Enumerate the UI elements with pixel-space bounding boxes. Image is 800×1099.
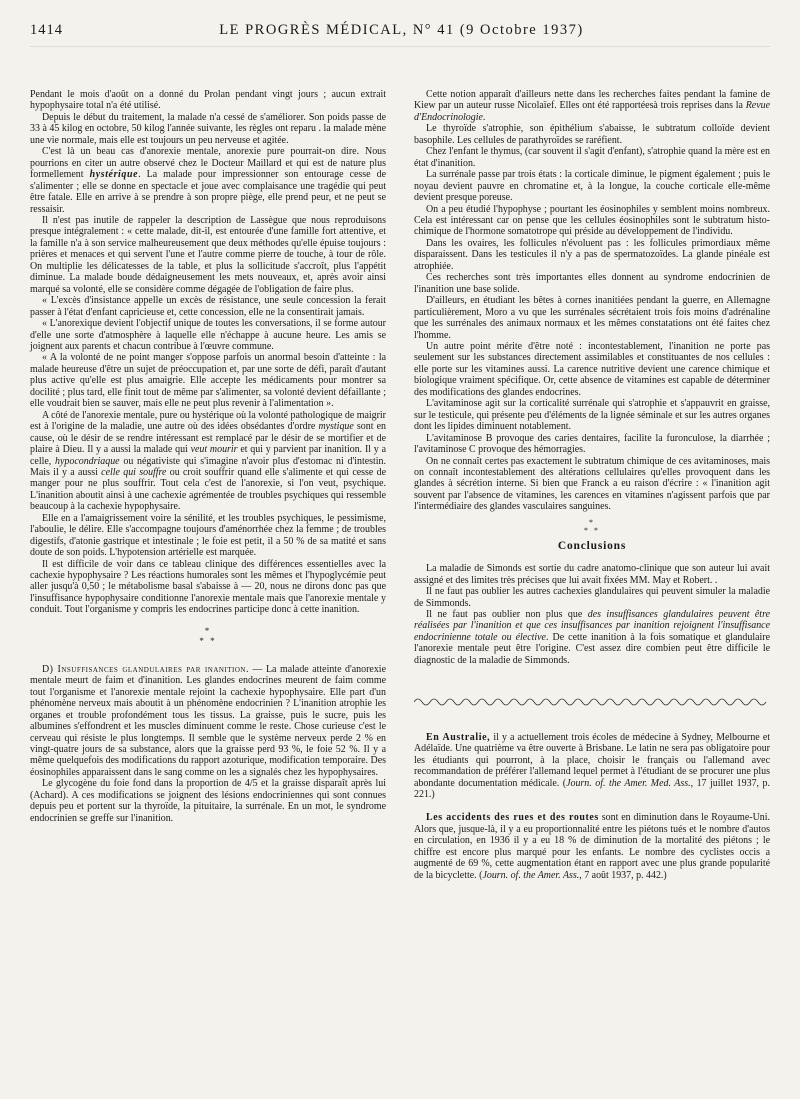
emphasis: veut mourir [190, 444, 238, 456]
paragraph: D'ailleurs, en étudiant les bêtes à cornes inanitiées pendant la guerre, en Allemagne particulièrement, Moro a vu que les surrénales sécrétaient trois fois moins d'adrénaline que les surrénales des animaux normaux et les mêmes constatations ont été faites chez l'homme. [414, 295, 770, 341]
paragraph: L'avitaminose agit sur la corticalité surrénale qui s'atrophie et s'appauvrit en graisse, sur le testicule, qui présente peu d'éléments de la lignée séminale et sur les autres organes dont les lipides diminuent notablement. [414, 398, 770, 433]
paragraph: Dans les ovaires, les follicules n'évoluent pas : les follicules primordiaux même disparaissent. Dans les testicules il n'y a pas de spermatozoïdes. La glande pinéale est atrophiée. [414, 237, 770, 272]
section-separator-stars: * * * [199, 625, 217, 646]
emphasis: celle qui souffre [101, 466, 167, 478]
paragraph: « L'anorexique devient l'objectif unique de toutes les conversations, il se forme autour d'elle une sorte d'atmosphère à laquelle elle n'échappe à aucune heure. Les amis se joignent aux parents et chacun contribue à l'œuvre commune. [30, 318, 386, 352]
paragraph: Pendant le mois d'août on a donné du Prolan pendant vingt jours ; aucun extrait hypophysaire total n'a été utilisé. [30, 89, 386, 112]
news-lead: En Australie, [426, 731, 491, 743]
paragraph: Chez l'enfant le thymus, (car souvent il s'agit d'enfant), s'atrophie quand la mère est en état d'inanition. [414, 146, 770, 169]
paragraph: A côté de l'anorexie mentale, pure ou hystérique où la volonté pathologique de maigrir est à l'origine de la maladie, une autre où des idées obsédantes d'ordre mystique sont en cause, où le désir de se rendre intéressant est remplacé par le désir de se mortifier et de plaire à Dieu. Il y a aussi la malade qui veut mourir et qui y parvient par inanition. Il y a celle, hypocondriaque ou négativiste qui s'imagine n'avoir plus d'estomac ni d'intestin. Mais il y a aussi celle qui souffre ou croit souffrir quand elle s'alimente et qui cesse de manger pour ne plus souffrir. Tout cela c'est de l'anorexie, si l'on veut, psychique. L'inanition aboutit ainsi à une cachexie agrémentée de troubles psychiques qui ressemble beaucoup à la cachexie hypophysaire. [30, 409, 387, 513]
paragraph: On ne connaît certes pas exactement le subtratum chimique de ces avitaminoses, mais on connaît incontestablement des altérations cellulaires qu'elles provoquent dans les glandes à sécrétion interne. Si bien que Franck a eu raison d'écrire : « l'inanition agit souvent par l'absence de vitamines, les carences en vitamines n'agissent parfois que par l'intermédiaire des glandes vasculaires sanguines. [414, 455, 770, 513]
paragraph: Cette notion apparaît d'ailleurs nette dans les recherches faites pendant la famine de Kiew par un auteur russe Nicolaïef. Elles ont été rapportéesà trois reprises dans la Revue d'Endocrinologie. [414, 89, 770, 123]
news-lead: Les accidents des rues et des routes [426, 812, 599, 824]
news-item: Les accidents des rues et des routes sont en diminution dans le Royaume-Uni. Alors que, jusque-là, il y a eu proportionnalité entre les piétons tués et le nombre d'autos en circulation, en 1936 il y a eu 18 % de diminution de la mortalité des piétons ; le chiffre est encore plus marqué pour les enfants. Le nombre des cyclistes occis a augmenté de 69 %, cette augmentation étant en rapport avec une plus grande popularité de la bicyclette. (Journ. of. the Amer. Ass., 7 août 1937, p. 442.) [414, 812, 770, 881]
paragraph: La maladie de Simonds est sortie du cadre anatomo-clinique que son auteur lui avait assigné et des limites très précises que lui avait fixées MM. May et Robert. . [414, 563, 770, 586]
paragraph: Ces recherches sont très importantes elles donnent au syndrome endocrinien de l'inanition une base solide. [414, 272, 770, 295]
emphasis: mystique [318, 421, 354, 433]
page-number: 1414 [30, 22, 63, 38]
paragraph: L'avitaminose B provoque des caries dentaires, facilite la furonculose, la diarrhée ; l'avitaminose C provoque des hémorragies. [414, 432, 770, 456]
paragraph: Elle en a l'amaigrissement voire la sénilité, et les troubles psychiques, le pessimisme, l'aboulie, le délire. Elle s'accompagne toujours d'aménorrhée chez la femme ; de troubles digestifs, d'atonie gastrique et intestinale ; le foie est petit, il a 50 % de sa matité et sans doute de son poids. L'hypotension artérielle est marquée. [30, 512, 386, 559]
journal-title: LE PROGRÈS MÉDICAL, N° 41 (9 Octobre 1937) [219, 22, 584, 38]
wavy-divider [414, 696, 770, 708]
paragraph: « A la volonté de ne point manger s'oppose parfois un anormal besoin d'atteinte : la malade heureuse d'être un sujet de préoccupation et, par une sorte de défi, paraît d'autant plus active qu'elle est plus amaigrie. Elle accepte les médicaments pour montrer sa docilité ; plus tard, elle finit tout de même par s'alimenter, sa volonté devient défaillante ; elle voudrait bien se sauver, mais elle ne peut plus revenir à l'alimentation ». [30, 352, 386, 410]
paragraph: D) Insuffisances glandulaires par inanition. — La malade atteinte d'anorexie mentale meurt de faim et d'inanition. Les glandes endocrines meurent de faim comme tout l'organisme et l'anorexie mentale rejoint la cachexie hypophysaire. Elle part d'un phénomène nerveux mais aboutit à un phénomène endocrinien ? L'inanition atrophie les organes et trouble profondément tous les tissus. La graisse, puis le sucre, puis les albumines s'effondrent et les muscles diminuent comme le reste. Chose curieuse c'est le cerveau qui résiste le plus longtemps. Il semble que le système nerveux perde 2 % en vingt-quatre jours de sa substance, alors que la graisse perd 93 %, le foie 52 %. Il y a même quelquefois des modifications du rapport azoturique, modification temporaire. Des éosinophiles apparaissent dans le sang comme on les a signalés chez les hypophysaires. [30, 663, 386, 778]
paragraph: Il est difficile de voir dans ce tableau clinique des différences essentielles avec la cachexie hypophysaire ? Les réactions humorales sont les mêmes et l'hypoglycémie peut aller jusqu'à 0,50 ; le métabolisme basal s'abaisse à — 20, nous ne dirons donc pas que l'insuffisance hypophysaire conditionne l'anorexie mentale mais que l'anorexie mentale y conduit. Tout l'organisme y compris les endocrines participe donc à cette inanition. [30, 558, 386, 616]
paragraph: On a peu étudié l'hypophyse ; pourtant les éosinophiles y semblent moins nombreux. Cela est intéressant car on pense que les cellules éosinophiles sont le subtratum histo-chimique de l'hormone somatotrope qui préside au développement de l'individu. [414, 203, 770, 238]
emphasis: hypocondriaque [55, 455, 120, 467]
paragraph: Il ne faut pas oublier non plus que des insuffisances glandulaires peuvent être réalisées par l'inanition et que ces insuffisances par inanition rejoignent l'insuffisance endocrinienne totale ou élective. De cette inanition à la fois somatique et glandulaire l'anorexie mentale peut être l'origine. C'est assez dire combien peut être difficile le diagnostic de la maladie de Simmonds. [414, 609, 770, 666]
section-heading: Conclusions [557, 539, 627, 552]
paragraph: Depuis le début du traitement, la malade n'a cessé de s'améliorer. Son poids passe de 33 à 45 kilog en octobre, 50 kilog l'année suivante, les règles ont reparu . la malade mène une vie normale, mais elle est toujours un peu nerveuse et agitée. [30, 111, 386, 146]
section-lead: D) Insuffisances glandulaires par inanition. [42, 663, 249, 675]
left-column [30, 89, 386, 1099]
emphasis: des insuffisances glandulaires peuvent être réalisées par l'inanition et que ces insuffisances par inanition rejoignent l'insuffisance endocrinienne totale ou élective [414, 609, 770, 643]
paragraph: Le thyroïde s'atrophie, son épithélium s'abaisse, le subtratum colloïde devient basophile. Les cellules de parathyroïdes se raréfient. [414, 123, 770, 146]
emphasis: hystérique [89, 169, 139, 181]
right-column [414, 89, 770, 1099]
paragraph: « L'excès d'insistance appelle un excès de résistance, une seule concession la ferait passer à l'état d'enfant capricieuse et, cette concession, elle ne la consentirait jamais. [30, 295, 386, 318]
news-item: En Australie, il y a actuellement trois écoles de médecine à Sydney, Melbourne et Adélaïde. Une quatrième va être ouverte à Brisbane. Le latin ne sera pas obligatoire pour les étudiants qui pourront, à la place, choisir le français ou l'allemand avec recommandation de préférer l'allemand lequel permet à l'étudiant de se procurer une plus abondante documentation médicale. (Journ. of. the Amer. Med. Ass., 17 juillet 1937, p. 221.) [414, 731, 770, 801]
paragraph: Un autre point mérite d'être noté : incontestablement, l'inanition ne porte pas seulement sur les substances directement assimilables et constituantes de nos cellules : elle porte sur les vitamines aussi. La carence nutritive devient une carence chimique et biologique vraiment spécifique. Or, cette absence de vitamines est capable de déterminer des modifications des glandes endocrines. [414, 340, 770, 398]
paragraph: Il n'est pas inutile de rappeler la description de Lassègue que nous reproduisons presque intégralement : « cette malade, dit-il, est entourée d'une famille fort attentive, et la famille n'a à son service malheureusement que deux méthodes qu'elle épuise toujours : prières et menaces et qui servent l'une et l'autre comme pierre de touche, à tour de rôle. On multiplie les délicatesses de la table, et plus la sollicitude s'accroît, plus l'appétit diminue. La malade boude dédaigneusement les mets nouveaux, et, après avoir ainsi marqué sa volonté, elle se considère comme dégagée de l'obligation de faire plus. [30, 214, 386, 295]
paragraph: C'est là un beau cas d'anorexie mentale, anorexie pure pourrait-on dire. Nous pourrions en citer un autre observé chez le Docteur Maillard et qui est de nature plus formellement hystérique. La malade pour impressionner son entourage cesse de s'alimenter ; elle se donne en spectacle et joue avec complaisance une tragédie qui peut être fatale. Elle en arrive à se prendre à son propre piège, elle prend peur, et ne peut se ressaisir. [30, 146, 387, 215]
section-separator-stars: * * * [584, 517, 600, 535]
emphasis: Revue d'Endocrinologie [414, 100, 770, 123]
paragraph: La surrénale passe par trois états : la corticale diminue, le pigment également ; puis le noyau devient pauvre en chromatine et, à la longue, la couche corticale elle-même devient presque poreuse. [414, 169, 770, 204]
paragraph: Le glycogène du foie fond dans la proportion de 4/5 et la graisse disparaît après lui (Achard). A ces modifications se joignent des lésions endocriniennes qui sont connues depuis peu et portent sur la thyroïde, la pituitaire, la surrénale. En un mot, le syndrome endocrinien se greffe sur l'inanition. [30, 778, 386, 824]
paragraph: Il ne faut pas oublier les autres cachexies glandulaires qui peuvent simuler la maladie de Simmonds. [414, 586, 770, 609]
text-columns [30, 89, 770, 1099]
page-header [30, 22, 770, 47]
